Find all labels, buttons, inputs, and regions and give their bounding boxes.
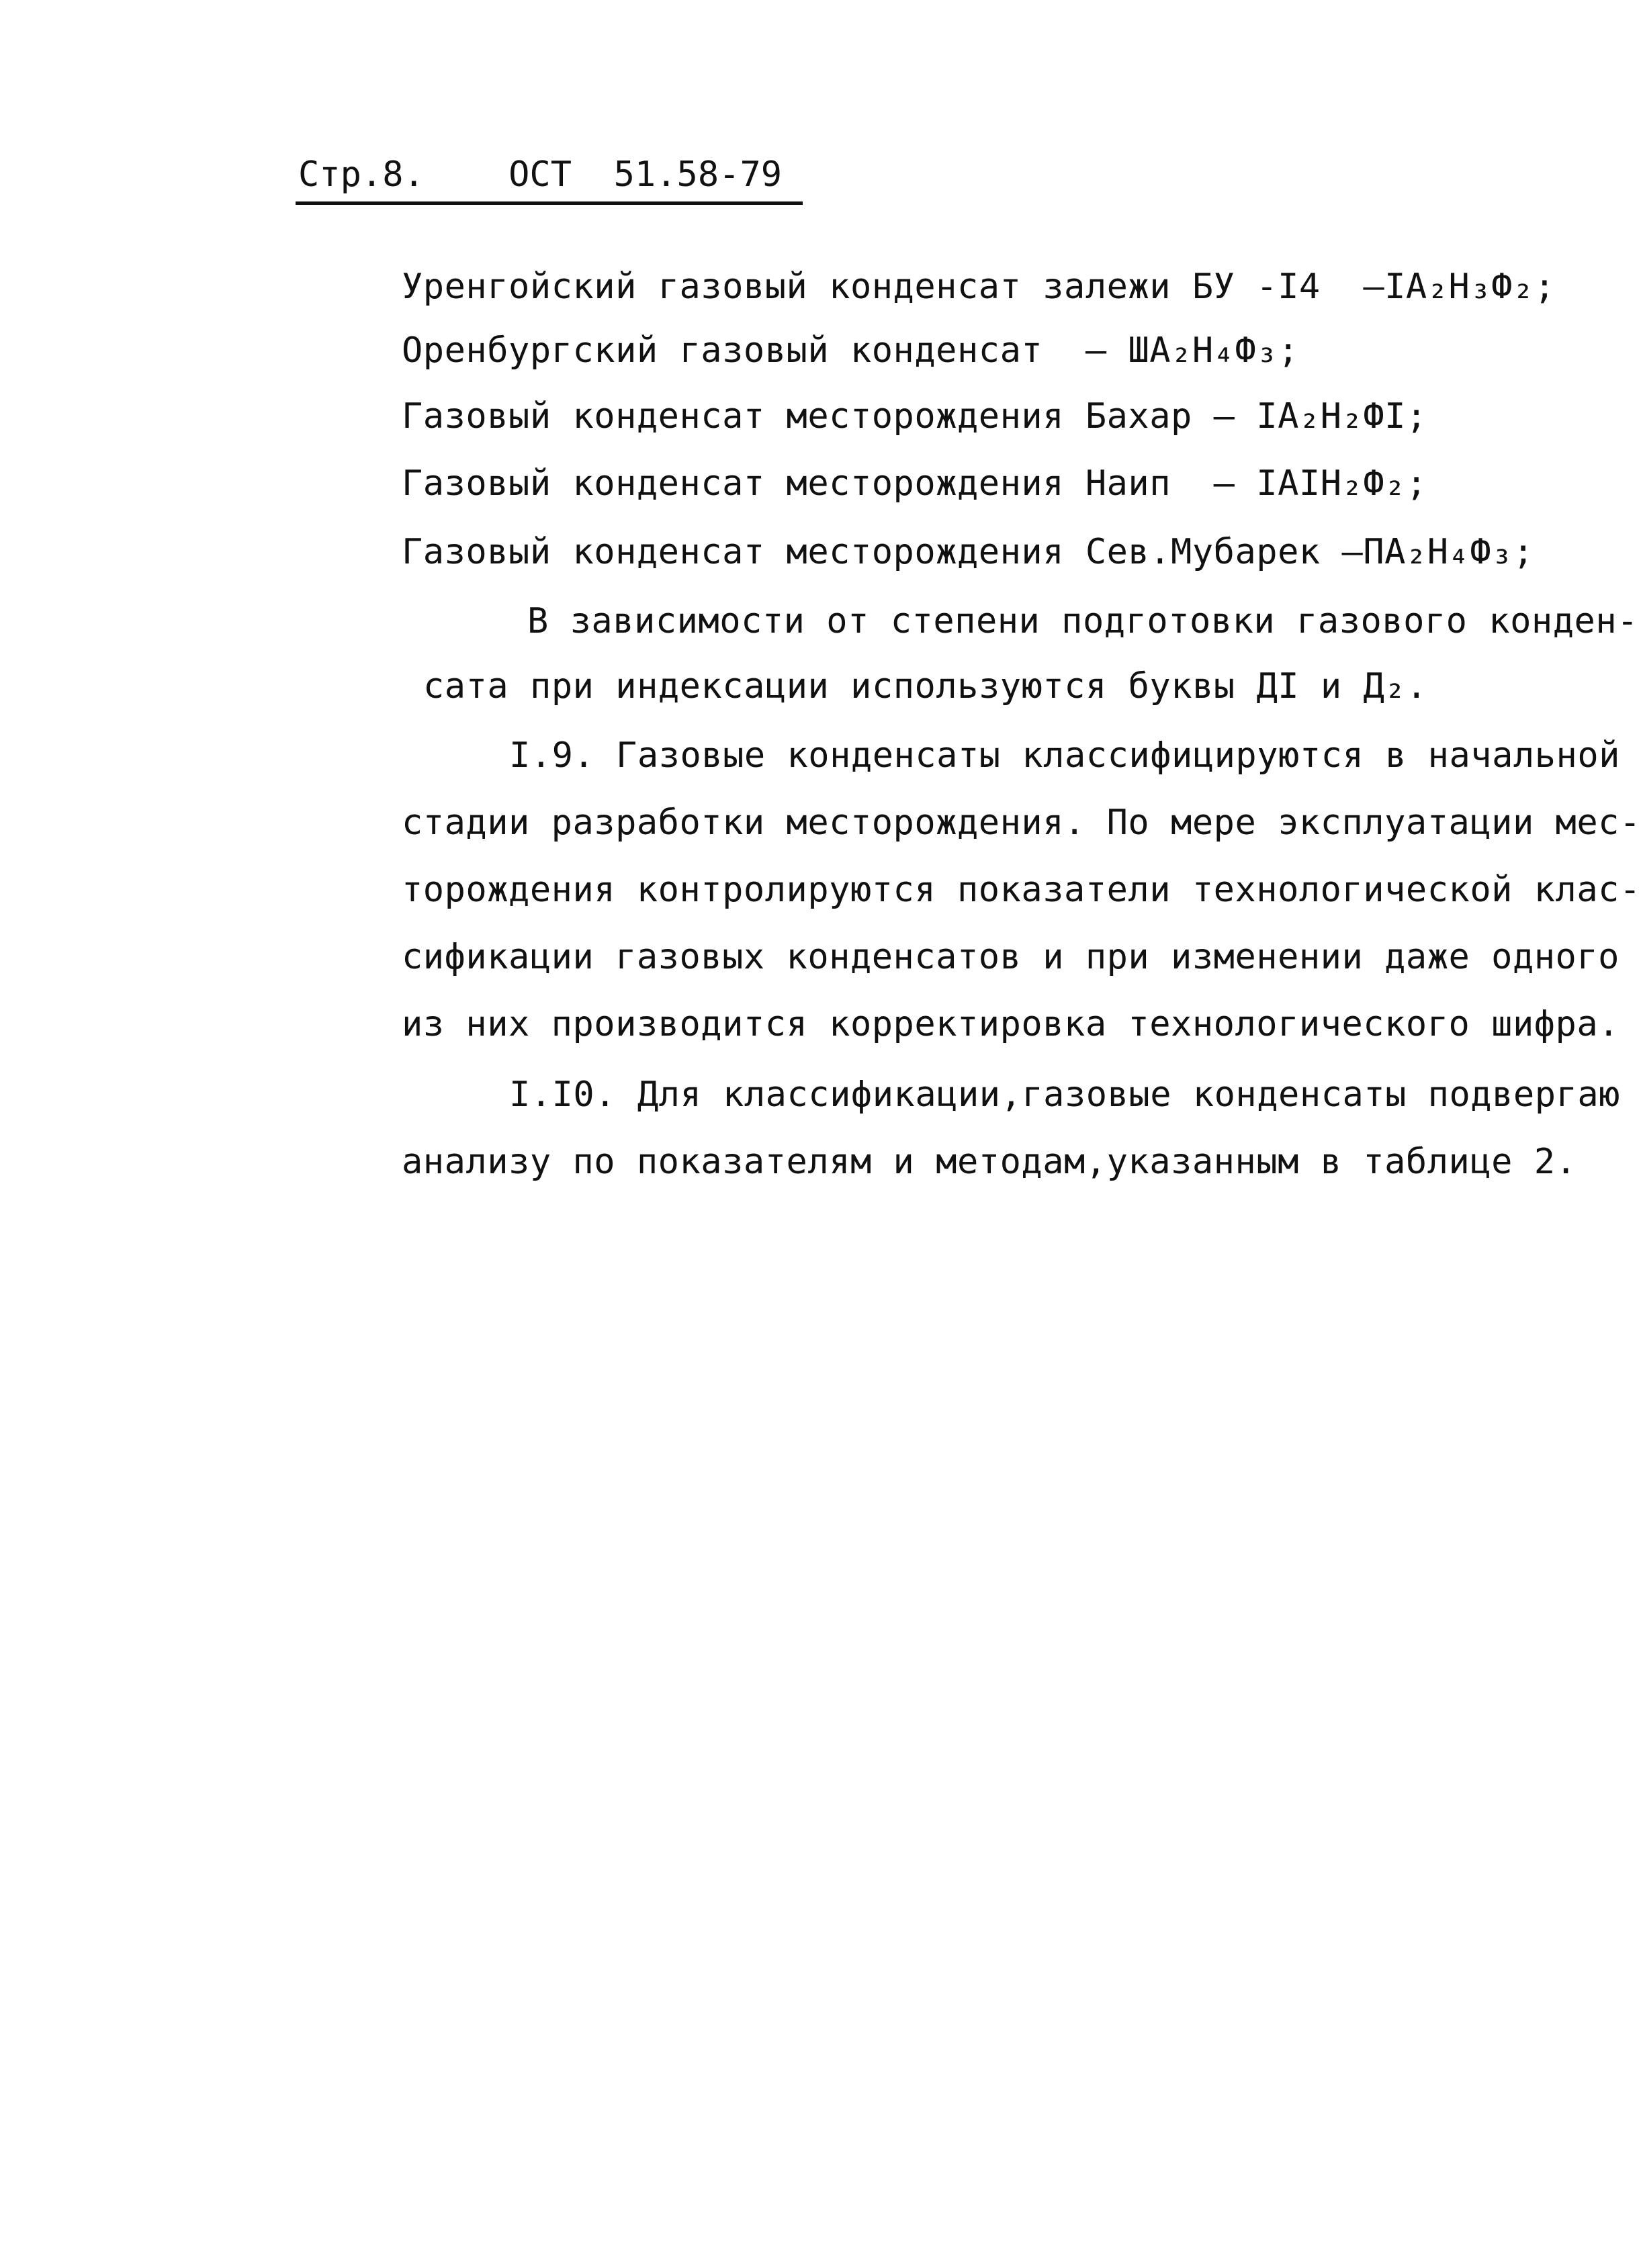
- condensate-code: IAIH₂Ф₂;: [1256, 463, 1427, 504]
- condensate-name: Оренбургский газовый конденсат: [402, 330, 1043, 371]
- condensate-dash: –: [1213, 396, 1235, 437]
- condensate-dash: –: [1213, 463, 1235, 504]
- paragraph-dependence-line-1: В зависимости от степени подготовки газового конден-: [527, 601, 1638, 641]
- condensate-dash: –: [1085, 330, 1107, 371]
- condensate-line-3: [402, 395, 1427, 438]
- paragraph-1-9-line-1: I.9. Газовые конденсаты классифицируются в начальной: [509, 735, 1620, 776]
- condensate-dash: –: [1363, 267, 1385, 307]
- condensate-name: Уренгойский газовый конденсат залежи БУ -I4: [402, 267, 1321, 307]
- condensate-dash: –: [1341, 532, 1364, 572]
- paragraph-dependence-line-2: сата при индексации используются буквы ДI и Д₂.: [423, 666, 1427, 707]
- condensate-line-5: [402, 531, 1534, 574]
- condensate-line-4: [402, 462, 1427, 505]
- paragraph-1-10-line-1: I.I0. Для классификации,газовые конденсаты подвергаю: [509, 1075, 1620, 1115]
- condensate-code: IA₂H₂ФI;: [1256, 396, 1427, 437]
- condensate-code: ПA₂H₄Ф₃;: [1363, 532, 1534, 572]
- condensate-code: ШA₂H₄Ф₃;: [1128, 330, 1299, 371]
- paragraph-1-10-line-2: анализу по показателям и методам,указанным в таблице 2.: [402, 1142, 1577, 1182]
- document-code: ОСТ 51.58-79: [508, 154, 783, 195]
- condensate-name: Газовый конденсат месторождения Сев.Мубарек: [402, 532, 1321, 572]
- condensate-name: Газовый конденсат месторождения Бахар: [402, 396, 1192, 437]
- condensate-name: Газовый конденсат месторождения Наип: [402, 463, 1171, 504]
- paragraph-1-9-line-2: стадии разработки месторождения. По мере эксплуатации мес-: [402, 803, 1641, 843]
- header-underline: [296, 201, 803, 205]
- page-header: [298, 154, 782, 195]
- page-number: Стр.8.: [298, 154, 425, 195]
- condensate-line-1: [402, 265, 1556, 308]
- condensate-line-2: [402, 329, 1299, 372]
- paragraph-1-9-line-4: сификации газовых конденсатов и при изменении даже одного: [402, 937, 1620, 977]
- condensate-code: IA₂H₃Ф₂;: [1384, 267, 1556, 307]
- paragraph-1-9-line-5: из них производится корректировка технологического шифра.: [402, 1004, 1620, 1044]
- paragraph-1-9-line-3: торождения контролируются показатели технологической клас-: [402, 870, 1641, 910]
